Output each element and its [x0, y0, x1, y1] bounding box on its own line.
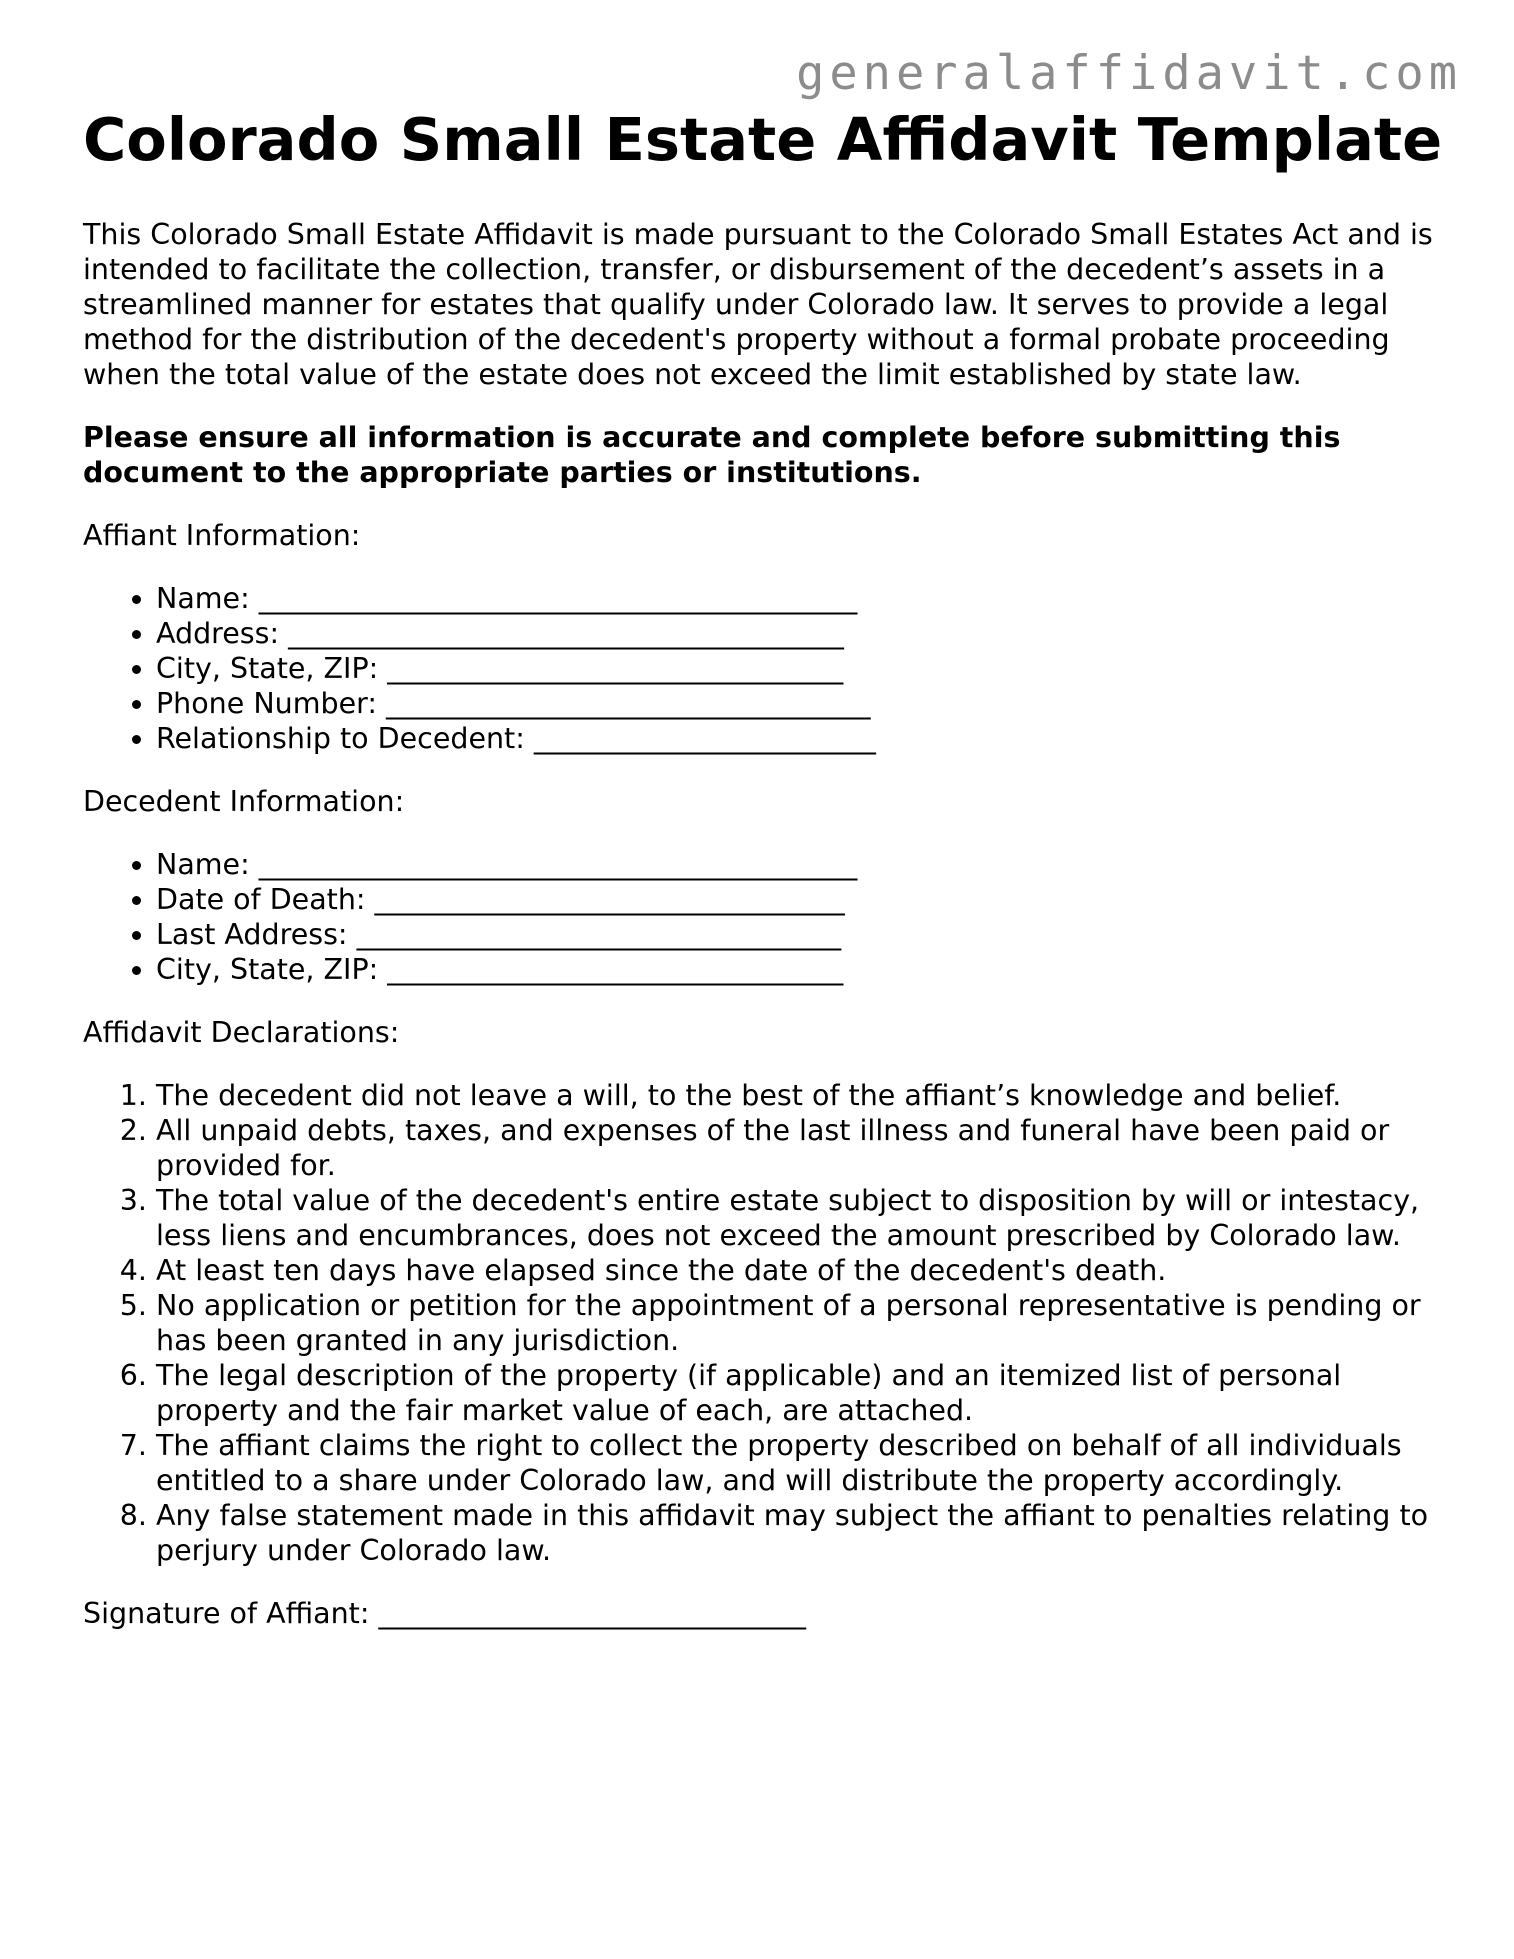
declarations-list: [83, 1078, 1443, 1568]
notice-paragraph: Please ensure all information is accurate and complete before submitting this document to the appropriate parties or institutions.: [83, 421, 1341, 489]
signature-line: Signature of Affiant: ______________________________: [83, 1597, 806, 1630]
declaration-item: 6. The legal description of the property (if applicable) and an itemized list of personal property and the fair market value of each, are attached.: [156, 1358, 1443, 1428]
declaration-item: 3. The total value of the decedent's entire estate subject to disposition by will or intestacy, less liens and encumbrances, does not exceed the amount prescribed by Colorado law.: [156, 1183, 1443, 1253]
declaration-item: 4. At least ten days have elapsed since the date of the decedent's death.: [156, 1253, 1443, 1288]
decedent-date-of-death-field: • Date of Death: _________________________________: [156, 882, 1443, 917]
watermark-site-name: generalaffidavit.com: [796, 46, 1462, 101]
affiant-name-field: • Name: __________________________________________: [156, 581, 1443, 616]
affiant-address-field: • Address: _______________________________________: [156, 616, 1443, 651]
decedent-last-address-field: • Last Address: __________________________________: [156, 917, 1443, 952]
declaration-item: 8. Any false statement made in this affidavit may subject the affiant to penalties relating to perjury under Colorado law.: [156, 1498, 1443, 1568]
affiant-phone-field: • Phone Number: __________________________________: [156, 686, 1443, 721]
affiant-city-state-zip-field: • City, State, ZIP: ________________________________: [156, 651, 1443, 686]
declaration-item: 7. The affiant claims the right to collect the property described on behalf of all individuals entitled to a share under Colorado law, and will distribute the property accordingly.: [156, 1428, 1443, 1498]
declaration-item: 1. The decedent did not leave a will, to the best of the affiant’s knowledge and belief.: [156, 1078, 1443, 1113]
declarations-section-heading: Affidavit Declarations:: [83, 1016, 400, 1049]
affiant-section-heading: Affiant Information:: [83, 519, 361, 552]
intro-paragraph: This Colorado Small Estate Affidavit is made pursuant to the Colorado Small Estates Act and is intended to facilitate the collection, transfer, or disbursement of the decedent’s assets in a streamlined manner for estates that qualify under Colorado law. It serves to provide a legal method for the distribution of the decedent's property without a formal probate proceeding when the total value of the estate does not exceed the limit established by state law.: [83, 218, 1433, 391]
decedent-section-heading: Decedent Information:: [83, 785, 405, 818]
decedent-name-field: • Name: __________________________________________: [156, 847, 1443, 882]
declaration-item: 5. No application or petition for the appointment of a personal representative is pending or has been granted in any jurisdiction.: [156, 1288, 1443, 1358]
affiant-relationship-field: • Relationship to Decedent: ________________________: [156, 721, 1443, 756]
document-body: [83, 104, 1443, 1631]
decedent-fields-list: [83, 847, 1443, 987]
page-title: Colorado Small Estate Affidavit Template: [83, 105, 1443, 174]
affiant-fields-list: [83, 581, 1443, 756]
decedent-city-state-zip-field: • City, State, ZIP: ________________________________: [156, 952, 1443, 987]
declaration-item: 2. All unpaid debts, taxes, and expenses of the last illness and funeral have been paid or provided for.: [156, 1113, 1443, 1183]
